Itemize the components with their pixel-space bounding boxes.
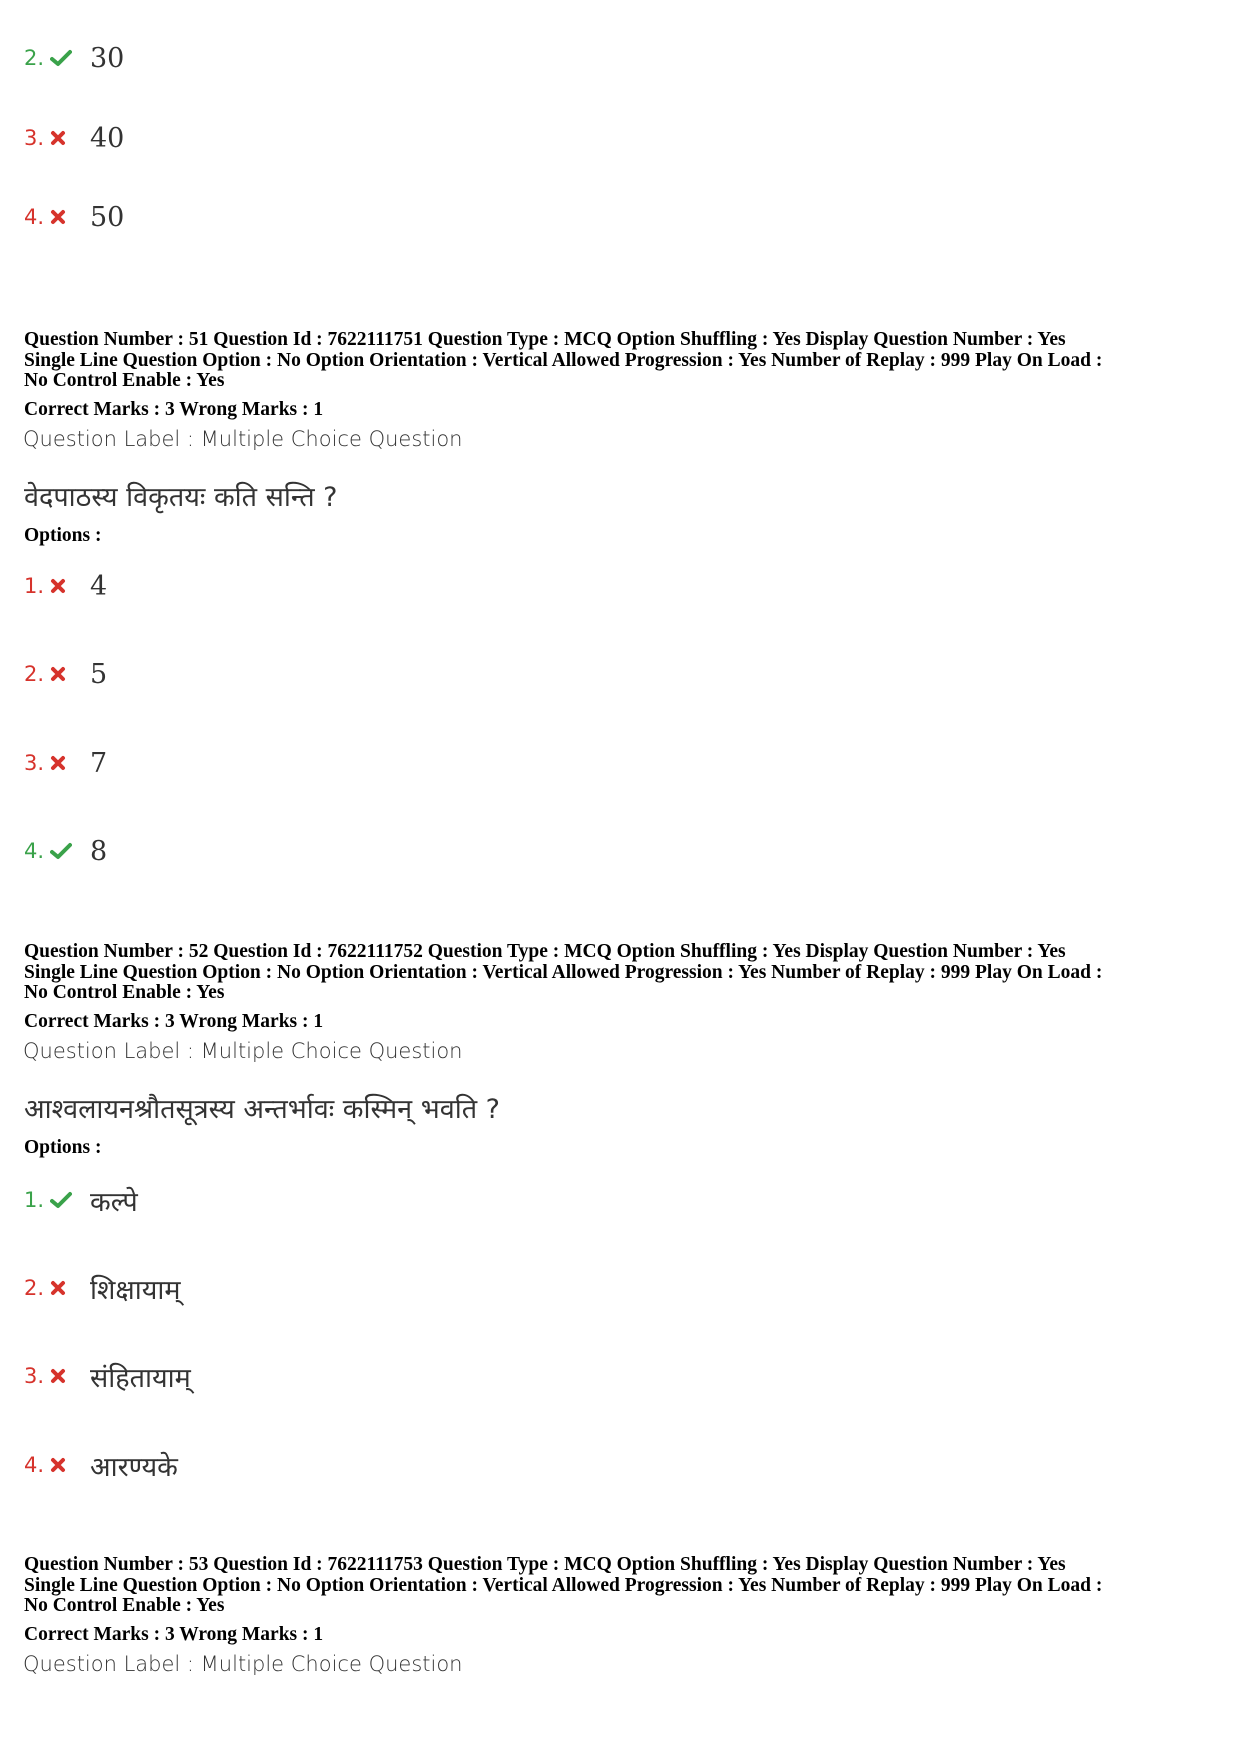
question-label: Question Label : Multiple Choice Question: [23, 427, 463, 451]
option-row: [24, 118, 124, 158]
question-meta: [24, 942, 1224, 1004]
option-text: 4: [90, 570, 108, 602]
option-row: [24, 1356, 191, 1396]
option-number: 4.: [24, 205, 45, 229]
cross-icon: [50, 130, 80, 146]
option-text: 8: [90, 835, 108, 867]
meta-line: Question Number : 53 Question Id : 7622111753 Question Type : MCQ Option Shuffling : Yes Display Question Number : Yes: [24, 1554, 1066, 1575]
meta-line: Question Number : 52 Question Id : 7622111752 Question Type : MCQ Option Shuffling : Yes Display Question Number : Yes: [24, 941, 1066, 962]
meta-line: Single Line Question Option : No Option Orientation : Vertical Allowed Progression : Yes Number of Replay : 999 Play On Load :: [24, 1574, 1103, 1596]
marks-line: Correct Marks : 3 Wrong Marks : 1: [24, 1624, 324, 1645]
marks-line: Correct Marks : 3 Wrong Marks : 1: [24, 399, 324, 420]
option-number: 4.: [24, 839, 45, 863]
check-icon: [50, 1191, 80, 1209]
option-row: [24, 831, 107, 871]
option-text: शिक्षायाम्: [90, 1274, 181, 1306]
option-row: [24, 654, 107, 694]
question-meta: [24, 1555, 1224, 1617]
option-text: कल्पे: [90, 1186, 138, 1218]
option-number: 2.: [24, 46, 45, 70]
question-meta: [24, 330, 1224, 392]
option-text: 5: [90, 658, 108, 690]
cross-icon: [50, 1280, 80, 1296]
option-number: 4.: [24, 1453, 45, 1477]
question-label: Question Label : Multiple Choice Question: [23, 1039, 463, 1063]
cross-icon: [50, 666, 80, 682]
option-text: संहितायाम्: [90, 1362, 191, 1394]
option-number: 3.: [24, 1364, 45, 1388]
option-row: [24, 1268, 181, 1308]
option-number: 2.: [24, 662, 45, 686]
check-icon: [50, 49, 80, 67]
option-text: 30: [90, 42, 125, 74]
check-icon: [50, 842, 80, 860]
meta-line: No Control Enable : Yes: [24, 1595, 225, 1616]
cross-icon: [50, 1457, 80, 1473]
option-row: [24, 197, 124, 237]
cross-icon: [50, 209, 80, 225]
cross-icon: [50, 755, 80, 771]
option-row: [24, 38, 124, 78]
meta-line: No Control Enable : Yes: [24, 982, 225, 1003]
question-text: आश्वलायनश्रौतसूत्रस्य अन्तर्भावः कस्मिन् भवति ?: [24, 1094, 501, 1125]
option-text: 7: [90, 747, 108, 779]
option-number: 1.: [24, 574, 45, 598]
option-row: [24, 1180, 138, 1220]
meta-line: Single Line Question Option : No Option Orientation : Vertical Allowed Progression : Yes Number of Replay : 999 Play On Load :: [24, 961, 1103, 983]
meta-line: Single Line Question Option : No Option Orientation : Vertical Allowed Progression : Yes Number of Replay : 999 Play On Load :: [24, 349, 1103, 371]
cross-icon: [50, 578, 80, 594]
question-label: Question Label : Multiple Choice Question: [23, 1652, 463, 1676]
option-row: [24, 1445, 178, 1485]
option-row: [24, 566, 107, 606]
options-label: Options :: [24, 1137, 102, 1158]
option-text: आरण्यके: [90, 1451, 178, 1483]
cross-icon: [50, 1368, 80, 1384]
option-row: [24, 743, 107, 783]
option-text: 50: [90, 201, 125, 233]
marks-line: Correct Marks : 3 Wrong Marks : 1: [24, 1011, 324, 1032]
option-number: 1.: [24, 1188, 45, 1212]
meta-line: Question Number : 51 Question Id : 7622111751 Question Type : MCQ Option Shuffling : Yes Display Question Number : Yes: [24, 329, 1066, 350]
option-text: 40: [90, 122, 125, 154]
option-number: 3.: [24, 126, 45, 150]
question-text: वेदपाठस्य विकृतयः कति सन्ति ?: [24, 482, 338, 513]
option-number: 2.: [24, 1276, 45, 1300]
option-number: 3.: [24, 751, 45, 775]
meta-line: No Control Enable : Yes: [24, 370, 225, 391]
options-label: Options :: [24, 525, 102, 546]
